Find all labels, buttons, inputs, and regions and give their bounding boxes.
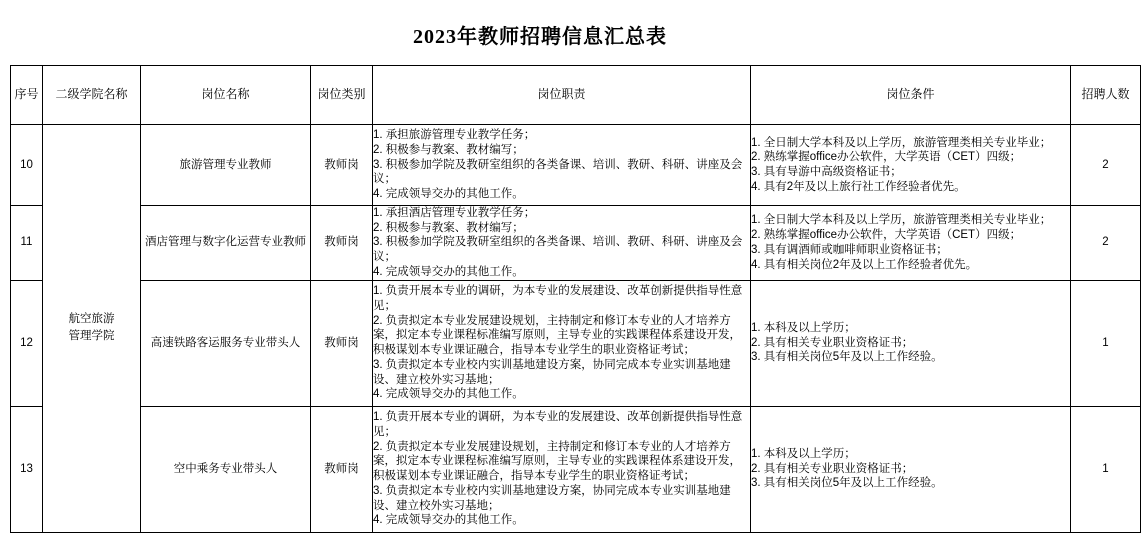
column-header-count: 招聘人数 [1071, 66, 1141, 125]
college-name-line1: 航空旅游 [68, 313, 115, 326]
duty-line: 2. 积极参与教案、教材编写； [373, 143, 524, 156]
cell-count: 2 [1071, 206, 1141, 281]
condition-line: 2. 熟练掌握office办公软件，大学英语（CET）四级； [751, 229, 1022, 242]
condition-line: 1. 全日制大学本科及以上学历，旅游管理类相关专业毕业； [751, 136, 1052, 149]
table-body [11, 125, 1141, 533]
duty-line: 1. 负责开展本专业的调研，为本专业的发展建设、改革创新提供指导性意见； [373, 411, 743, 438]
duty-line: 1. 承担旅游管理专业教学任务； [373, 129, 536, 142]
duty-line: 4. 完成领导交办的其他工作。 [373, 188, 524, 201]
college-name-line2: 管理学院 [68, 330, 115, 343]
table-header-row [11, 66, 1141, 125]
cell-college [43, 125, 141, 533]
cell-category: 教师岗 [311, 406, 373, 532]
duty-line: 2. 积极参与教案、教材编写； [373, 221, 524, 234]
cell-category: 教师岗 [311, 280, 373, 406]
table-row [11, 406, 1141, 532]
cell-category: 教师岗 [311, 125, 373, 206]
condition-line: 4. 具有相关岗位2年及以上工作经验者优先。 [751, 258, 978, 271]
table-row [11, 206, 1141, 281]
table-header [11, 66, 1141, 125]
cell-seq: 13 [11, 406, 43, 532]
duty-line: 2. 负责拟定本专业发展建设规划，主持制定和修订本专业的人才培养方案，拟定本专业课程标准编写原则，主导专业的实践课程体系建设开发，积极谋划本专业课证融合，指导本专业学生的职业资格证考试； [373, 440, 741, 483]
cell-category: 教师岗 [311, 206, 373, 281]
condition-line: 3. 具有导游中高级资格证书； [751, 166, 902, 178]
column-header-conditions: 岗位条件 [751, 66, 1071, 125]
cell-post: 空中乘务专业带头人 [141, 406, 311, 532]
recruitment-table [10, 65, 1141, 533]
column-header-seq: 序号 [11, 66, 43, 125]
column-header-post: 岗位名称 [141, 66, 311, 125]
cell-count: 1 [1071, 406, 1141, 532]
cell-conditions [751, 280, 1071, 406]
duty-line: 3. 负责拟定本专业校内实训基地建设方案，协同完成本专业实训基地建设、建立校外实习基地； [373, 484, 731, 512]
cell-duties [373, 406, 751, 532]
duty-line: 4. 完成领导交办的其他工作。 [373, 388, 524, 401]
condition-line: 2. 熟练掌握office办公软件，大学英语（CET）四级； [751, 151, 1022, 164]
cell-seq: 10 [11, 125, 43, 206]
condition-line: 3. 具有调酒师或咖啡师职业资格证书； [751, 243, 948, 256]
cell-seq: 12 [11, 280, 43, 406]
cell-duties [373, 125, 751, 206]
cell-conditions [751, 125, 1071, 206]
cell-duties [373, 206, 751, 281]
cell-duties [373, 280, 751, 406]
column-header-category: 岗位类别 [311, 66, 373, 125]
condition-line: 3. 具有相关岗位5年及以上工作经验。 [751, 477, 943, 490]
cell-seq: 11 [11, 206, 43, 281]
duty-line: 1. 负责开展本专业的调研，为本专业的发展建设、改革创新提供指导性意见； [373, 285, 743, 312]
duty-line: 2. 负责拟定本专业发展建设规划，主持制定和修订本专业的人才培养方案，拟定本专业课程标准编写原则，主导专业的实践课程体系建设开发，积极谋划本专业课证融合，指导本专业学生的职业资格证考试； [373, 314, 741, 357]
cell-post: 高速铁路客运服务专业带头人 [141, 280, 311, 406]
condition-line: 1. 本科及以上学历； [751, 322, 856, 335]
cell-conditions [751, 206, 1071, 281]
cell-post: 酒店管理与数字化运营专业教师 [141, 206, 311, 281]
column-header-duties: 岗位职责 [373, 66, 751, 125]
duty-line: 1. 承担酒店管理专业教学任务； [373, 207, 536, 219]
cell-count: 2 [1071, 125, 1141, 206]
condition-line: 2. 具有相关专业职业资格证书； [751, 462, 914, 475]
cell-post: 旅游管理专业教师 [141, 125, 311, 206]
column-header-college: 二级学院名称 [43, 66, 141, 125]
condition-line: 4. 具有2年及以上旅行社工作经验者优先。 [751, 180, 966, 193]
condition-line: 3. 具有相关岗位5年及以上工作经验。 [751, 351, 943, 364]
table-row [11, 280, 1141, 406]
duty-line: 3. 负责拟定本专业校内实训基地建设方案，协同完成本专业实训基地建设、建立校外实习基地； [373, 358, 731, 386]
condition-line: 1. 本科及以上学历； [751, 448, 856, 461]
duty-line: 3. 积极参加学院及教研室组织的各类备课、培训、教研、科研、讲座及会议； [373, 158, 743, 186]
condition-line: 2. 具有相关专业职业资格证书； [751, 336, 914, 349]
table-row [11, 125, 1141, 206]
duty-line: 4. 完成领导交办的其他工作。 [373, 514, 524, 527]
cell-conditions [751, 406, 1071, 532]
condition-line: 1. 全日制大学本科及以上学历，旅游管理类相关专业毕业； [751, 214, 1052, 227]
duty-line: 4. 完成领导交办的其他工作。 [373, 265, 524, 278]
duty-line: 3. 积极参加学院及教研室组织的各类备课、培训、教研、科研、讲座及会议； [373, 236, 743, 264]
cell-count: 1 [1071, 280, 1141, 406]
page-title: 2023年教师招聘信息汇总表 [413, 26, 667, 48]
